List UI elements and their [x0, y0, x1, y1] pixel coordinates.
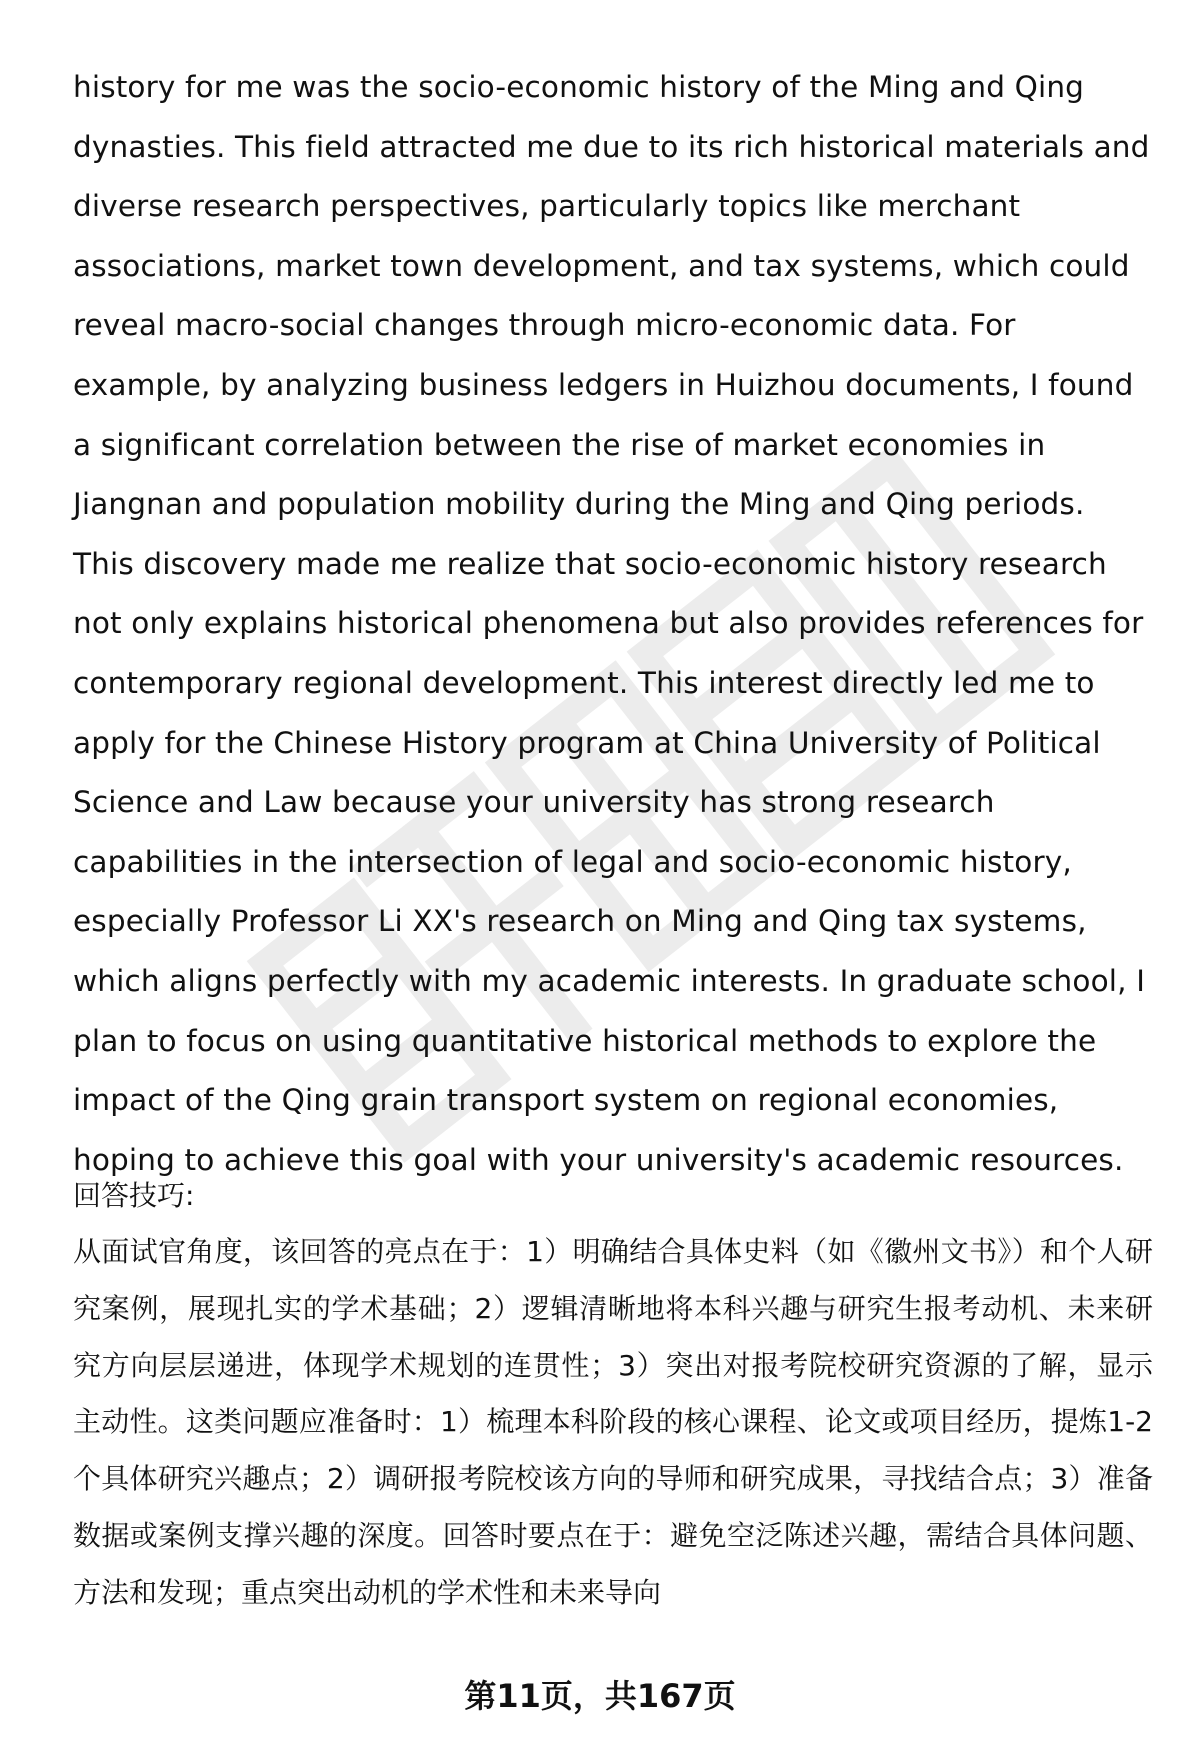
page-number-footer: 第11页，共167页 — [464, 1677, 736, 1715]
tips-heading: 回答技巧: — [73, 1179, 195, 1212]
answer-tips-section — [73, 1168, 1153, 1622]
tips-paragraph: 从面试官角度，该回答的亮点在于：1）明确结合具体史料（如《徽州文书》）和个人研究案例，展现扎实的学术基础；2）逻辑清晰地将本科兴趣与研究生报考动机、未来研究方向层层递进，体现学术规划的连贯性；3）突出对报考院校研究资源的了解，显示主动性。这类问题应准备时：1）梳理本科阶段的核心课程、论文或项目经历，提炼1-2个具体研究兴趣点；2）调研报考院校该方向的导师和研究成果，寻找结合点；3）准备数据或案例支撑兴趣的深度。回答时要点在于：避免空泛陈述兴趣，需结合具体问题、方法和发现；重点突出动机的学术性和未来导向 — [73, 1235, 1153, 1609]
answer-paragraph: history for me was the socio-economic history of the Ming and Qing dynasties. This field attracted me due to its rich historical materials and diverse research perspectives, particularly topics like merchant associations, market town development, and tax systems, which could reveal macro-social changes through micro-economic data. For example, by analyzing business ledgers in Huizhou documents, I found a significant correlation between the rise of market economies in Jiangnan and population mobility during the Ming and Qing periods. This discovery made me realize that socio-economic history research not only explains historical phenomena but also provides references for contemporary regional development. This interest directly led me to apply for the Chinese History program at China University of Political Science and Law because your university has strong research capabilities in the intersection of legal and socio-economic history, especially Professor Li XX's research on Ming and Qing tax systems, which aligns perfectly with my academic interests. In graduate school, I plan to focus on using quantitative historical methods to explore the impact of the Qing grain transport system on regional economies, hoping to achieve this goal with your university's academic resources. — [73, 70, 1150, 1177]
